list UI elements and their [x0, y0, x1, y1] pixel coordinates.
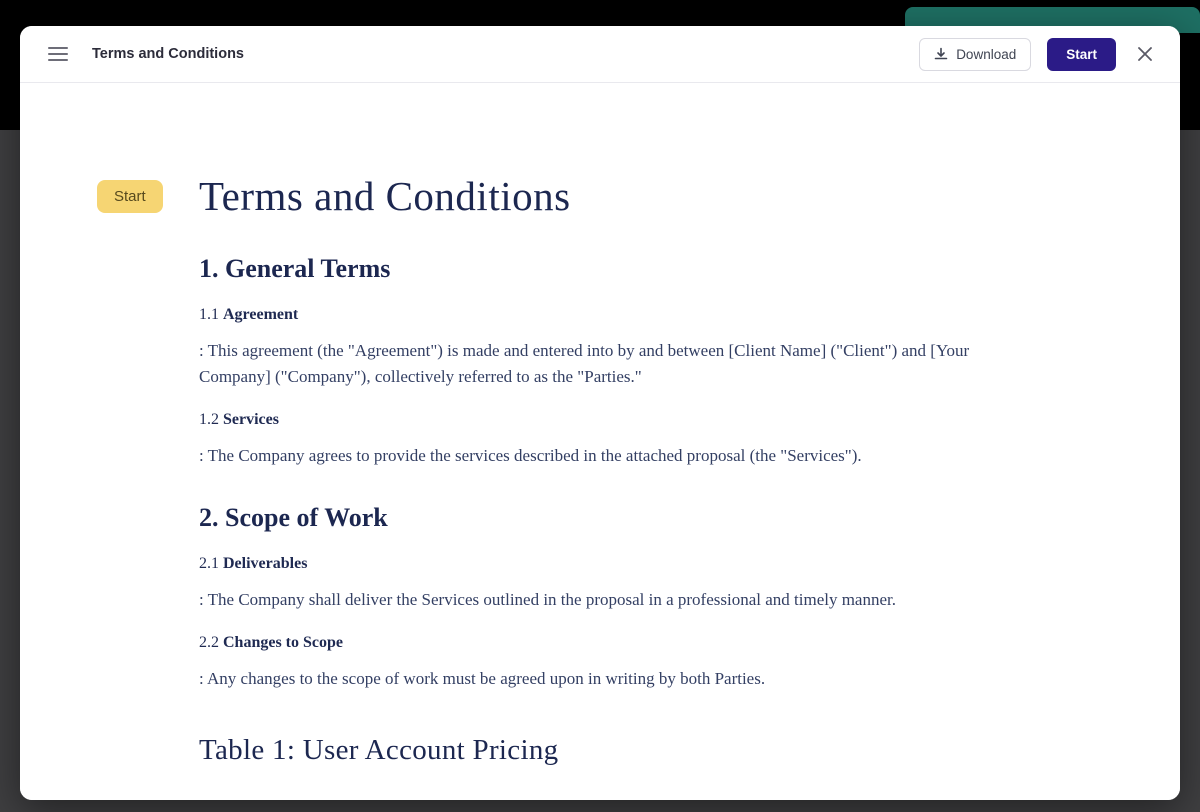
header-title: Terms and Conditions [92, 46, 244, 62]
subsection-1-2 [199, 411, 1000, 429]
subsection-label: Services [223, 411, 279, 429]
subsection-number: 2.1 [199, 554, 219, 572]
document-title: Terms and Conditions [199, 173, 571, 219]
paragraph-2-1: : The Company shall deliver the Services outlined in the proposal in a professional and timely manner. [199, 589, 896, 609]
paragraph-1-2: : The Company agrees to provide the services described in the attached proposal (the "Services"). [199, 446, 862, 466]
start-button[interactable]: Start [1047, 38, 1116, 71]
subsection-2-1 [199, 555, 1000, 573]
subsection-number: 1.1 [199, 306, 219, 324]
close-button[interactable] [1132, 41, 1158, 67]
section-heading-1: 1. General Terms [199, 254, 391, 284]
subsection-label: Changes to Scope [223, 634, 344, 652]
subsection-2-2 [199, 634, 1000, 652]
hamburger-menu-button[interactable] [44, 43, 72, 65]
download-button-label: Download [956, 46, 1017, 62]
subsection-label: Agreement [223, 306, 299, 324]
header-left [44, 43, 244, 65]
document-scroll-area[interactable] [20, 83, 1180, 800]
start-field-badge[interactable]: Start [97, 180, 163, 213]
download-button[interactable] [919, 38, 1031, 71]
document-content [20, 83, 1180, 800]
hamburger-menu-icon [48, 47, 68, 49]
subsection-label: Deliverables [223, 554, 308, 572]
subsection-number: 1.2 [199, 411, 219, 429]
paragraph-1-1: : This agreement (the "Agreement") is made and entered into by and between [Client Name] ("Client") and [Your Company] ("Company"), collectively referred to as the "Parties." [199, 341, 970, 386]
header-right [919, 38, 1158, 71]
modal-header [20, 26, 1180, 83]
subsection-number: 2.2 [199, 634, 219, 652]
table-1-heading: Table 1: User Account Pricing [199, 733, 559, 766]
paragraph-2-2: : Any changes to the scope of work must be agreed upon in writing by both Parties. [199, 669, 766, 689]
close-icon [1136, 45, 1154, 63]
download-icon [934, 47, 948, 61]
section-heading-2: 2. Scope of Work [199, 502, 388, 532]
subsection-1-1 [199, 306, 1000, 324]
document-modal [20, 26, 1180, 800]
